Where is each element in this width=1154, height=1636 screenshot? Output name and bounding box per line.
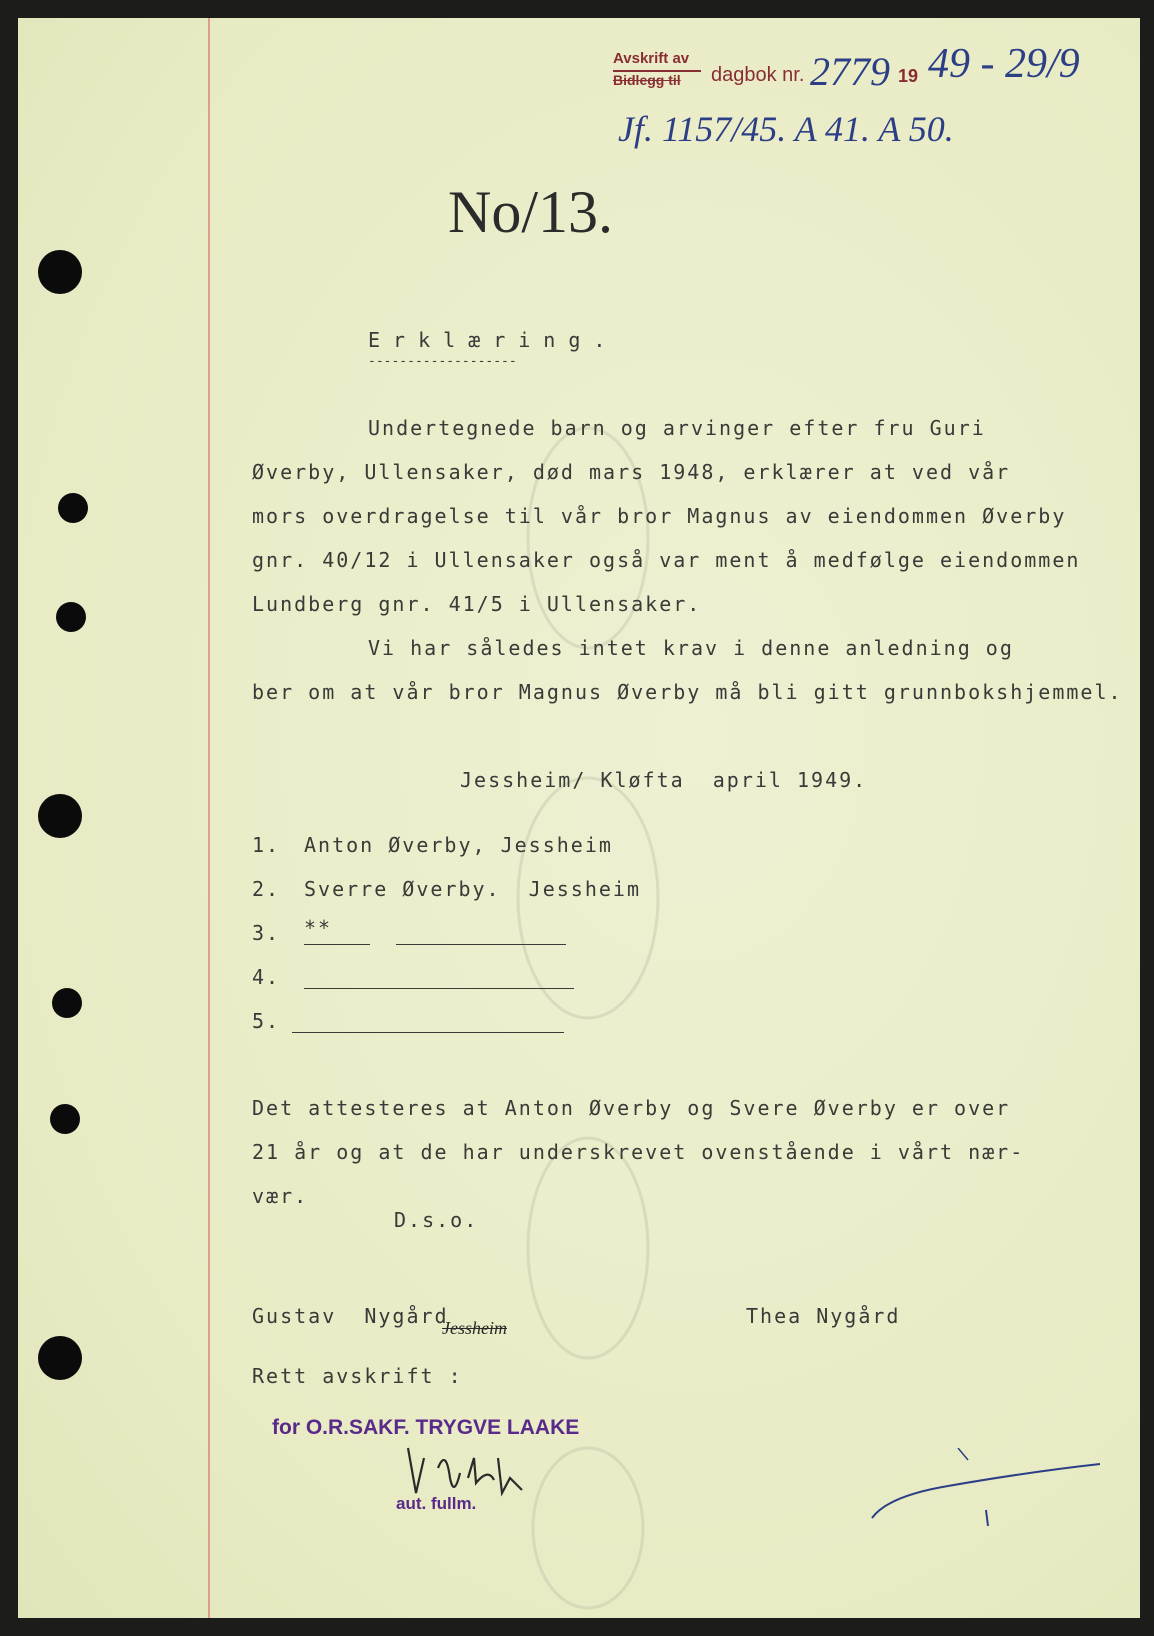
paragraph-line: Lundberg gnr. 41/5 i Ullensaker. xyxy=(252,592,702,616)
attestation-line: Det attesteres at Anton Øverby og Svere Øverby er over xyxy=(252,1096,1011,1120)
witness-right: Thea Nygård xyxy=(746,1304,901,1328)
signature-line xyxy=(292,1032,564,1033)
stamp-dagbok: dagbok nr. xyxy=(711,64,805,86)
paragraph-line: Undertegnede barn og arvinger efter fru Guri xyxy=(368,416,986,440)
signature-line xyxy=(304,944,370,945)
punch-hole xyxy=(52,988,82,1018)
document-title: Erklæring. xyxy=(368,328,619,352)
witness-struck-text: Jessheim xyxy=(442,1318,507,1338)
attestation-line: 21 år og at de har underskrevet ovenstående i vårt nær- xyxy=(252,1140,1025,1164)
rett-avskrift: Rett avskrift : xyxy=(252,1364,463,1388)
document-mark: No/13. xyxy=(448,179,613,245)
punch-hole xyxy=(50,1104,80,1134)
punch-hole xyxy=(38,250,82,294)
stamp-authorized: aut. fullm. xyxy=(396,1494,477,1513)
stamp-organization: for O.R.SAKF. TRYGVE LAAKE xyxy=(272,1416,580,1439)
signatory-name: Sverre Øverby. Jessheim xyxy=(304,877,641,901)
pen-stroke xyxy=(868,1448,1108,1538)
paragraph-line: gnr. 40/12 i Ullensaker også var ment å medfølge eiendommen xyxy=(252,548,1081,572)
handwritten-date: 49 - 29/9 xyxy=(928,41,1080,87)
signatory-number: 3. xyxy=(252,921,281,945)
signatory-name: ** xyxy=(304,916,333,940)
stamp-underline xyxy=(613,70,701,72)
signature-line xyxy=(304,988,574,989)
witness-left: Gustav Nygård xyxy=(252,1304,449,1328)
punch-hole xyxy=(56,602,86,632)
signatory-number: 1. xyxy=(252,833,281,857)
place-date: Jessheim/ Kløfta april 1949. xyxy=(460,768,868,792)
stamp-bidlegg: Bidlegg til xyxy=(613,72,681,88)
paragraph-line: mors overdragelse til vår bror Magnus av eiendommen Øverby xyxy=(252,504,1067,528)
title-underline: ------------------- xyxy=(368,354,517,369)
stamp-avskrift: Avskrift av xyxy=(613,50,690,67)
punch-hole xyxy=(38,794,82,838)
dagbok-number: 2779 xyxy=(810,49,890,94)
handwritten-reference: Jf. 1157/45. A 41. A 50. xyxy=(618,109,954,149)
punch-hole xyxy=(58,493,88,523)
attestation-line: vær. xyxy=(252,1184,309,1208)
paragraph-line: ber om at vår bror Magnus Øverby må bli gitt grunnbokshjemmel. xyxy=(252,680,1123,704)
document-page xyxy=(18,18,1140,1618)
signature-line xyxy=(396,944,566,945)
stamp-year-prefix: 19 xyxy=(898,66,919,86)
signatory-name: Anton Øverby, Jessheim xyxy=(304,833,613,857)
punch-hole xyxy=(38,1336,82,1380)
dso-abbreviation: D.s.o. xyxy=(394,1208,479,1232)
signatory-number: 2. xyxy=(252,877,281,901)
signatory-number: 5. xyxy=(252,1009,281,1033)
margin-line xyxy=(208,18,210,1618)
paragraph-line: Øverby, Ullensaker, død mars 1948, erklærer at ved vår xyxy=(252,460,1011,484)
paragraph-line: Vi har således intet krav i denne anledning og xyxy=(368,636,1014,660)
signatory-number: 4. xyxy=(252,965,281,989)
